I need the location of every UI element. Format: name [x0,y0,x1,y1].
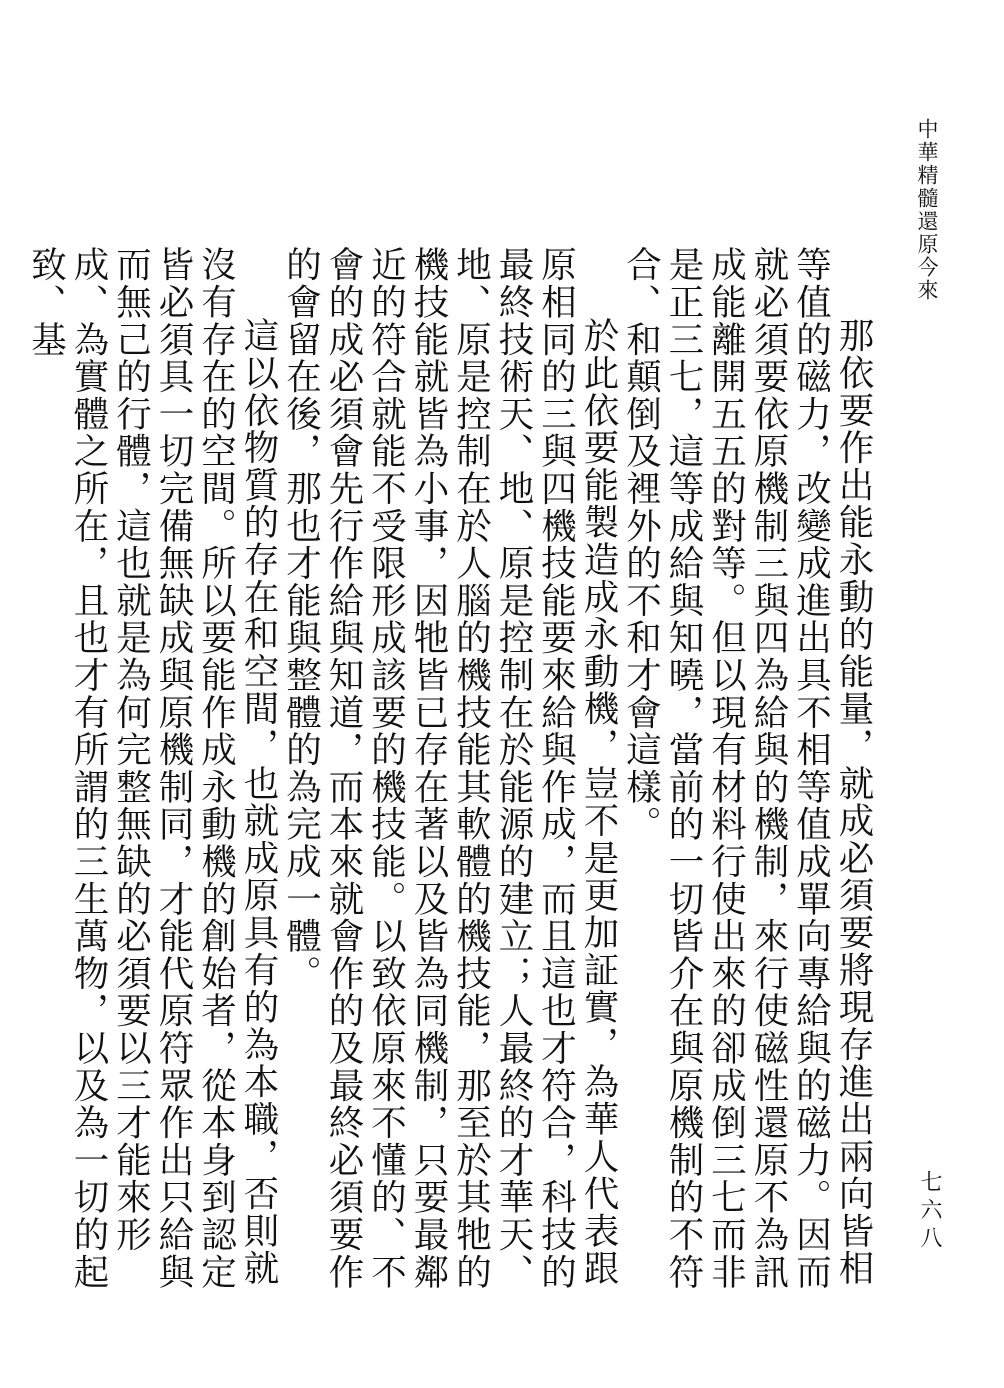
paragraph-2: 於此依要能製造成永動機，豈不是更加証實，為華人代表跟原相同的三與四機技能要來給與作成，而且這也才符合，科技的最終技術天、地、原是控制在於能源的建立；人最終的才華天、地、原是控制在於人腦的機技能其軟體的機技能，那至於其牠的機技能就皆為小事，因牠皆已存在著以及皆為同機制，只要最鄰近的符合就能不受限形成該要的機技能。以致依原來不懂的、不會的成必須會先行作給與知道，而本來就會作的及最終必須要作的會留在後，那也才能與整體的為完成一體。 [280,246,619,1291]
body-text [25,246,874,1316]
paragraph-3: 這以依物質的存在和空間，也就成原具有的為本職，否則就沒有存在的空間。所以要能作成永動機的創始者，從本身到認定皆必須具一切完備無缺成與原機制同，才能代原符眾作出只給與而無己的行體，這也就是為何完整無缺的必須要以三才能來形成、為實體之所在，且也才有所謂的三生萬物，以及為一切的起致、基 [25,246,279,1291]
book-title: 中華精髓還原今來 [915,118,939,302]
page-number: 七六八 [917,1170,942,1254]
paragraph-1: 那依要作出能永動的能量，就成必須要將現存進出兩向皆相等值的磁力，改變成進出具不相等值成單向專給與的磁力。因而就必須要依原機制三與四為給與的機制，來行使磁性還原不為訊成能離開五五的對等。但以現有材料行使出來的卻成倒三七而非是正三七，這等成給與知曉，當前的一切皆介在與原機制的不符合、和顛倒及裡外的不和才會這樣。 [620,246,874,1291]
